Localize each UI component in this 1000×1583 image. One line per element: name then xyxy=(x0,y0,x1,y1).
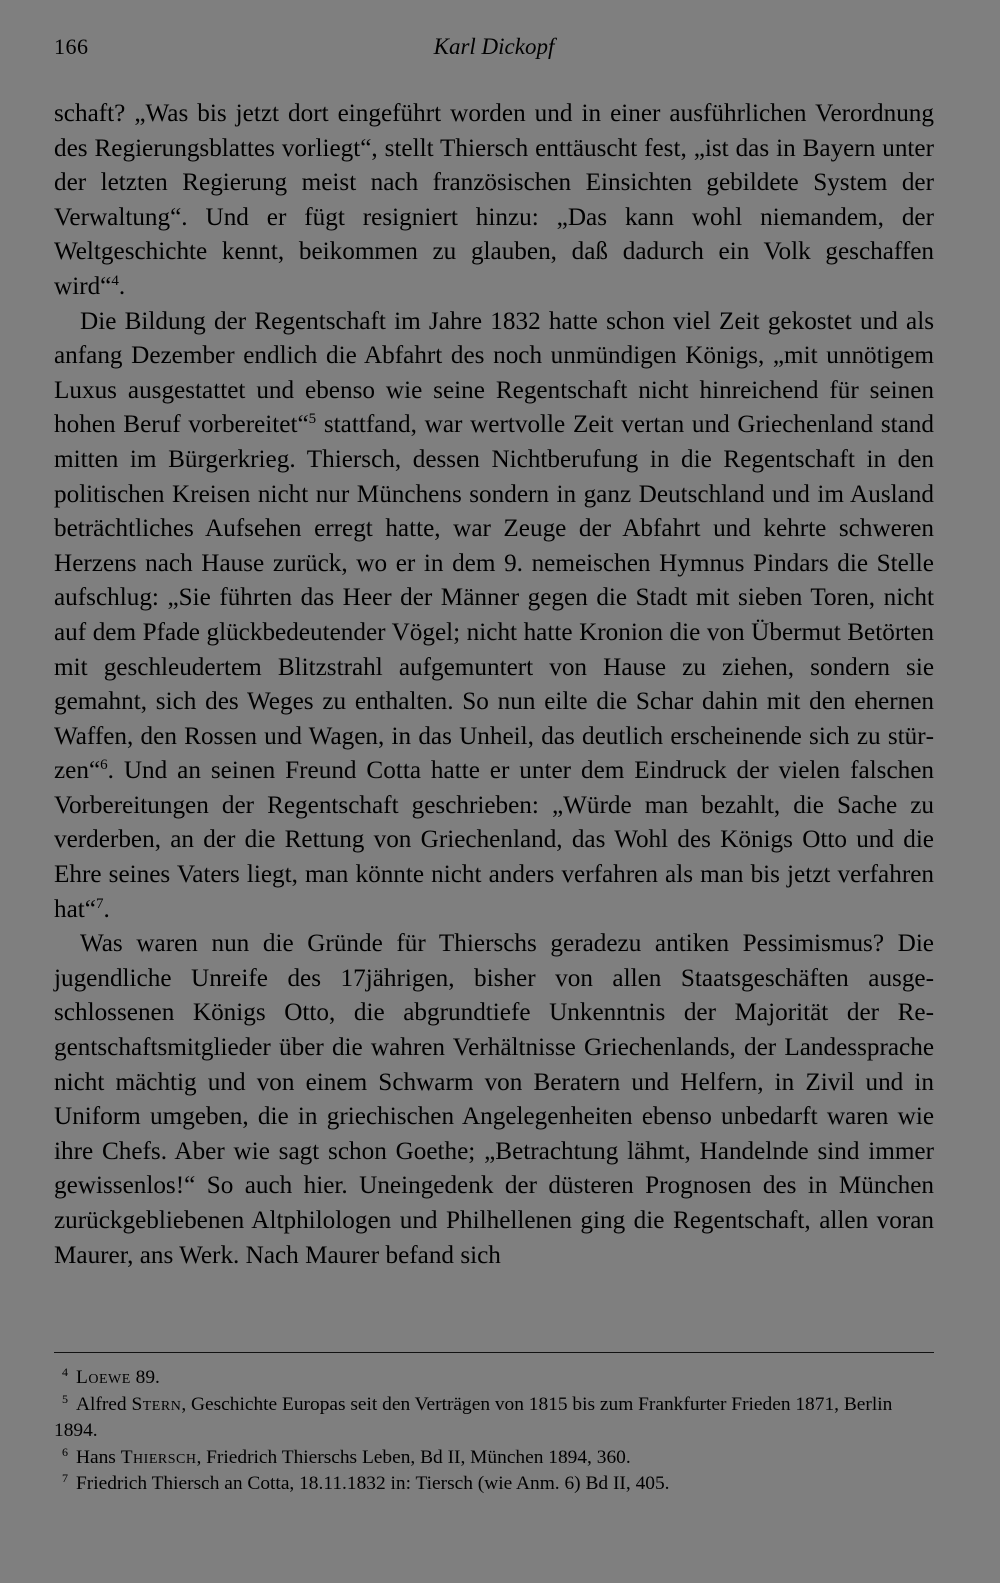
paragraph-text: . xyxy=(118,272,126,300)
paragraph-text: . Und an seinen Freund Cotta hatte er unter dem Eindruck der vielen falschen Vorbereitungen der Regentschaft geschrieben: „Würde man bezahlt, die Sache zu verderben, an der die Rettung von Griechenland, das Wohl des Königs Otto und die Ehre seines Vaters liegt, man könnte nicht anders verfahren als man bis jetzt verfahren hat“ xyxy=(54,757,934,923)
footnote-ref-7[interactable]: 7 xyxy=(95,895,104,912)
footnote-7 xyxy=(54,1471,934,1498)
footnote-author: Loewe xyxy=(76,1367,131,1388)
footnote-number: 6 xyxy=(62,1444,68,1459)
body-text xyxy=(54,97,934,1273)
footnote-number: 4 xyxy=(62,1365,68,1379)
footnote-text: Hans xyxy=(76,1446,121,1468)
page-number: 166 xyxy=(54,34,89,59)
paragraph-text: . xyxy=(103,895,110,923)
footnote-ref-5[interactable]: 5 xyxy=(308,411,317,428)
page-header xyxy=(54,34,934,70)
paragraph-text: schaft? „Was bis jetzt dort eingeführt worden und in einer ausführlichen Verordnung des Regierungsblattes vorliegt“, stellt Thiersch enttäuscht fest, „ist das in Bayern unter der letzten Regierung meist nach französischen Einsichten gebildete System der Verwaltung“. Und er fügt resigniert hinzu: „Das kann wohl niemandem, der Weltgeschichte kennt, beikommen zu glauben, daß dadurch ein Volk geschaffen wird“ xyxy=(54,100,934,300)
footnote-number: 7 xyxy=(62,1471,68,1485)
footnote-divider xyxy=(54,1352,934,1353)
footnote-text: Alfred xyxy=(76,1393,132,1415)
running-head: Karl Dickopf xyxy=(433,34,555,59)
paragraph-3 xyxy=(54,927,934,1273)
paragraph-text: Was waren nun die Gründe für Thierschs geradezu antiken Pessimismus? Die jugendliche Unreife des 17jährigen, bisher von allen Staatsgeschäften ausgeschlossenen Königs Otto, die abgrundtiefe Unkenntnis der Majorität der Regentschaftsmitglieder über die wahren Verhältnisse Griechenlands, der Landessprache nicht mächtig und von einem Schwarm von Beratern und Helfern, in Zivil und in Uniform umgeben, die in griechischen Angelegenheiten ebenso unbedarft waren wie ihre Chefs. Aber wie sagt schon Goethe; „Betrachtung lähmt, Handelnde sind immer gewissenlos!“ So auch hier. Uneingedenk der düsteren Prognosen des in München zurückgebliebenen Altphilologen und Philhellenen ging die Regentschaft, allen voran Maurer, ans Werk. Nach Maurer befand sich xyxy=(54,930,934,1269)
footnotes xyxy=(54,1365,934,1498)
footnote-text: 89. xyxy=(130,1367,160,1388)
paragraph-1 xyxy=(54,97,934,305)
footnote-text: Friedrich Thiersch an Cotta, 18.11.1832 in: Tiersch (wie Anm. 6) Bd II, 405. xyxy=(76,1473,670,1494)
footnote-author: Stern xyxy=(131,1393,182,1415)
footnote-6 xyxy=(54,1445,934,1472)
footnote-ref-4[interactable]: 4 xyxy=(111,272,119,289)
footnote-text: , Friedrich Thierschs Leben, Bd II, München 1894, 360. xyxy=(196,1446,631,1468)
footnote-number: 5 xyxy=(62,1391,68,1406)
footnote-author: Thiersch xyxy=(120,1446,197,1468)
paragraph-2 xyxy=(54,305,934,928)
paragraph-text: Die Bildung der Regentschaft im Jahre 1832 hatte schon viel Zeit gekostet und als anfang Dezember endlich die Abfahrt des noch unmündigen Königs, „mit unnötigem Luxus ausgestattet und ebenso wie seine Regentschaft nicht hinreichend für seinen hohen Beruf vorbereitet“ xyxy=(54,307,934,439)
footnote-text: , Geschichte Europas seit den Verträgen von 1815 bis zum Frankfurter Frieden 1871, Berlin 1894. xyxy=(54,1393,893,1441)
footnote-4 xyxy=(54,1365,934,1392)
paragraph-text: stattfand, war wertvolle Zeit vertan und Griechenland stand mitten im Bürgerkrieg. Thiersch, dessen Nichtberufung in die Regentschaft in den politischen Kreisen nicht nur Münchens sondern in ganz Deutschland und im Ausland beträchtliches Aufsehen erregt hatte, war Zeuge der Abfahrt und kehrte schweren Herzens nach Hause zurück, wo er in dem 9. nemeischen Hymnus Pindars die Stelle aufschlug: „Sie führten das Heer der Männer gegen die Stadt mit sieben Toren, nicht auf dem Pfade glückbedeutender Vögel; nicht hatte Kronion die von Übermut Betörten mit geschleudertem Blitzstrahl aufgemuntert von Hause zu ziehen, sondern sie gemahnt, sich des Weges zu enthalten. So nun eilte die Schar dahin mit den ehernen Waffen, den Rossen und Wagen, in das Unheil, das deutlich erscheinende sich zu stürzen“ xyxy=(54,411,934,785)
footnote-5 xyxy=(54,1392,934,1445)
footnote-ref-6[interactable]: 6 xyxy=(100,757,108,774)
